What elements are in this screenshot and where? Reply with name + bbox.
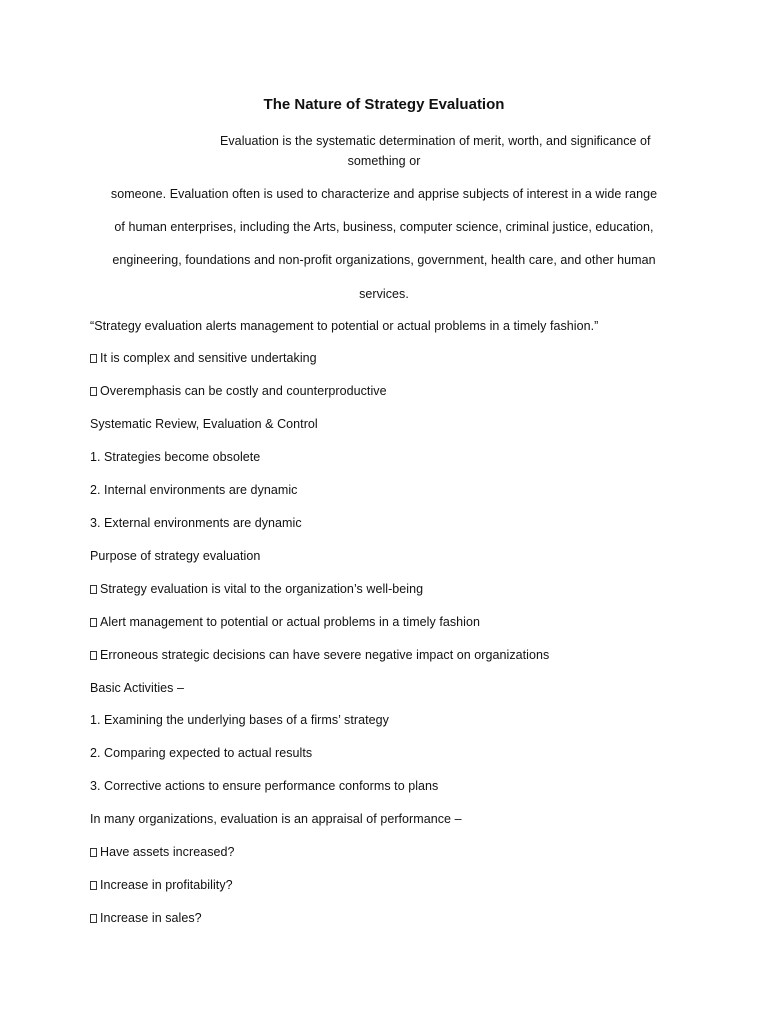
bullet-icon — [90, 914, 97, 923]
bullet-icon — [90, 881, 97, 890]
section-heading: Systematic Review, Evaluation & Control — [90, 417, 318, 431]
numbered-item: 1. Examining the underlying bases of a firms’ strategy — [90, 713, 389, 727]
section-heading: Purpose of strategy evaluation — [90, 549, 261, 563]
intro-line-5: engineering, foundations and non-profit organizations, government, health care, and other human — [112, 253, 656, 267]
list-item-text: It is complex and sensitive undertaking — [100, 351, 317, 365]
list-item — [90, 581, 423, 597]
bullet-icon — [90, 651, 97, 660]
numbered-item: 2. Comparing expected to actual results — [90, 746, 313, 760]
list-item-text: Increase in profitability? — [100, 878, 233, 892]
numbered-item: 2. Internal environments are dynamic — [90, 483, 298, 497]
list-item-text: Strategy evaluation is vital to the organization’s well-being — [100, 582, 424, 596]
intro-line-2: something or — [347, 154, 421, 168]
intro-line-4: of human enterprises, including the Arts, business, computer science, criminal justice, education, — [114, 220, 654, 234]
list-item-text: Erroneous strategic decisions can have severe negative impact on organizations — [100, 648, 550, 662]
numbered-item: 3. Corrective actions to ensure performance conforms to plans — [90, 779, 439, 793]
numbered-item: 3. External environments are dynamic — [90, 516, 302, 530]
list-item-text: Increase in sales? — [100, 911, 202, 925]
bullet-icon — [90, 848, 97, 857]
list-item — [90, 910, 202, 926]
document-title: The Nature of Strategy Evaluation — [263, 96, 505, 113]
section-heading: Basic Activities – — [90, 681, 184, 695]
numbered-item: 1. Strategies become obsolete — [90, 450, 261, 464]
bullet-icon — [90, 585, 97, 594]
intro-line-3: someone. Evaluation often is used to characterize and apprise subjects of interest in a wide range — [110, 187, 658, 201]
list-item — [90, 647, 549, 663]
bullet-icon — [90, 387, 97, 396]
list-item — [90, 350, 317, 366]
list-item — [90, 383, 387, 399]
list-item-text: Overemphasis can be costly and counterproductive — [100, 384, 387, 398]
intro-line-1: Evaluation is the systematic determination of merit, worth, and significance of — [220, 134, 651, 148]
list-item — [90, 614, 480, 630]
bullet-icon — [90, 618, 97, 627]
list-item-text: Alert management to potential or actual problems in a timely fashion — [100, 615, 480, 629]
list-item — [90, 844, 235, 860]
section-heading: In many organizations, evaluation is an appraisal of performance – — [90, 812, 462, 826]
intro-line-6: services. — [359, 287, 409, 301]
list-item-text: Have assets increased? — [100, 845, 235, 859]
list-item — [90, 877, 233, 893]
quote-line: “Strategy evaluation alerts management to potential or actual problems in a timely fashion.” — [90, 319, 599, 333]
bullet-icon — [90, 354, 97, 363]
